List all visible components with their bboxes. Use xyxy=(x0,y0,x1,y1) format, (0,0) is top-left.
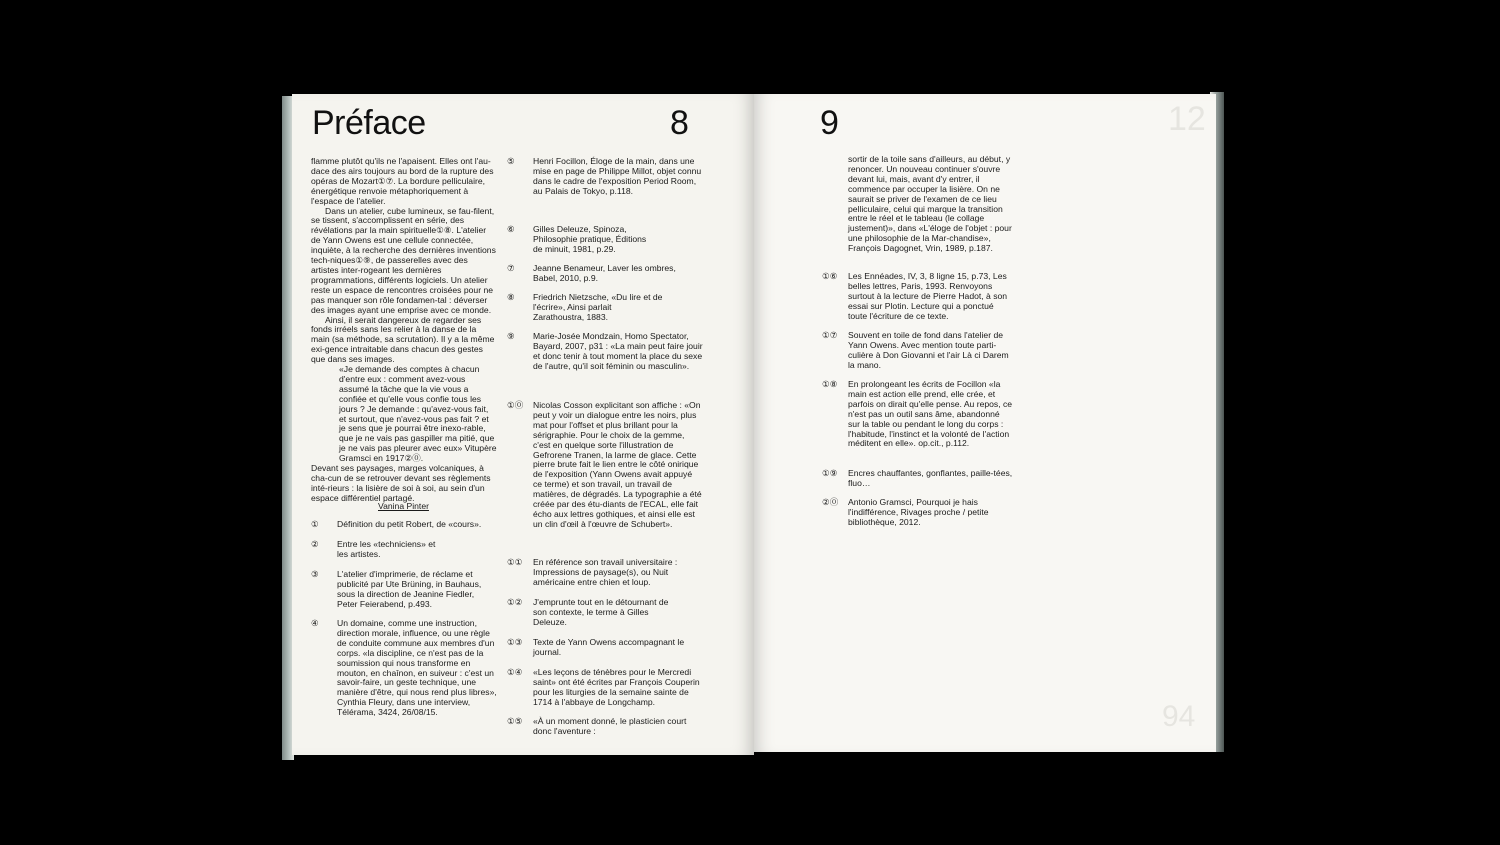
footnote xyxy=(311,619,497,749)
paragraph: Devant ses paysages, marges volcaniques, à cha-cun de se retrouver devant ses règlements inté-rieurs : la lisière de soi à soi, au sein d'un espace différentiel partagé. xyxy=(311,463,491,503)
footnote-number: ①② xyxy=(507,597,523,607)
footnote xyxy=(507,598,707,638)
footnote-text: Entre les «techniciens» et les artistes. xyxy=(337,539,436,559)
footnote-text: sortir de la toile sans d'ailleurs, au début, y renoncer. Un nouveau continuer s'ouvre devant lui, mais, avant d'y entrer, il commence par occuper la lisière. On ne saurait se priver de l'examen de ce lieu pelliculaire, celui qui marque la transition entre le réel et le tableau (le collage justement)», dans «L'éloge de l'objet : pour une philosophie de la Mar-chandise», François Dagognet, Vrin, 1989, p.187. xyxy=(848,154,1012,254)
author-signature: Vanina Pinter xyxy=(378,501,429,511)
footnote xyxy=(507,558,707,598)
footnote-number: ⑤ xyxy=(507,156,515,166)
footnote-number: ①⑥ xyxy=(822,271,838,281)
footnote xyxy=(507,668,707,718)
footnote-number: ⑧ xyxy=(507,292,515,302)
footnote xyxy=(311,540,497,570)
footnote-text: Encres chauffantes, gonflantes, paille-tées, fluo… xyxy=(848,468,1013,488)
footnote xyxy=(507,293,707,333)
footnote xyxy=(822,469,1017,494)
footnote-text: Antonio Gramsci, Pourquoi je hais l'indifférence, Rivages proche / petite bibliothèque, 2012. xyxy=(848,497,989,527)
footnote xyxy=(507,264,707,294)
page-title: Préface xyxy=(312,104,426,142)
footnote-number: ② xyxy=(311,539,319,549)
footnote-text: Nicolas Cosson explicitant son affiche : «On peut y voir un dialogue entre les noirs, plus mat pour l'offset et plus brillant pour la sérigraphie. Pour le choix de la gemme, c'est en quelque sorte l'illustration de Gefrorene Tranen, la larme de glace. Cette pierre brute fait le lien entre le côté onirique de l'exposition (Yann Owens avait appuyé ce terme) et son travail, un travail de matières, de dégradés. La typographie a été créée par des étu-diants de l'ECAL, elle fait écho aux lettres gothiques, et ainsi elle est un clin d'œil à l'œuvre de Schubert». xyxy=(533,400,702,529)
footnote-number: ①⑧ xyxy=(822,379,838,389)
page-number-left: 8 xyxy=(670,104,689,142)
paragraph: flamme plutôt qu'ils ne l'apaisent. Elles ont l'au-dace des airs toujours au bord de la rupture des opéras de Mozart①⑦. La bordure pelliculaire, énergétique renvoie métaphoriquement à l'espace de l'atelier. xyxy=(311,156,494,206)
footnote-text: Gilles Deleuze, Spinoza, Philosophie pratique, Éditions de minuit, 1981, p.29. xyxy=(533,224,647,254)
footnote-text: Marie-Josée Mondzain, Homo Spectator, Bayard, 2007, p31 : «La main peut faire jouir et donc tenir à tout moment la place du sexe de l'autre, qu'il soit féminin ou masculin». xyxy=(533,331,703,371)
footnote-continued xyxy=(822,155,1017,265)
footnote-text: Friedrich Nietzsche, «Du lire et de l'écrire», Ainsi parlait Zarathoustra, 1883. xyxy=(533,292,663,322)
footnote xyxy=(507,401,707,556)
footnote-number: ⑨ xyxy=(507,331,515,341)
footnote xyxy=(311,520,497,540)
footnote-text: Les Ennéades, IV, 3, 8 ligne 15, p.73, Les belles lettres, Paris, 1993. Renvoyons surtout à la lecture de Pierre Hadot, à son essai sur Plotin. Lecture qui a ponctué toute l'écriture de ce texte. xyxy=(848,271,1008,321)
footnote-text: «Les leçons de ténèbres pour le Mercredi saint» ont été écrites par François Couperin pour les liturgies de la semaine sainte de 1714 à l'abbaye de Longchamp. xyxy=(533,667,700,707)
page-number-right: 9 xyxy=(820,104,839,142)
footnote-number: ③ xyxy=(311,569,319,579)
footnote-number: ①⑨ xyxy=(822,468,838,478)
quote: «Je demande des comptes à chacun d'entre eux : comment avez-vous assumé la tâche que la vie vous a confiée et qu'elle vous confie tous les jours ? Je demande : qu'avez-vous fait, et surtout, que n'avez-vous pas fait ? et je sens que je pourrai être inexo-rable, que je ne vais pas gaspiller ma pitié, que je ne vais pas pleurer avec eux» Vitupère Gramsci en 1917②⓪. xyxy=(339,364,497,464)
show-through-mark: 94 xyxy=(1162,700,1196,733)
footnote-text: Souvent en toile de fond dans l'atelier de Yann Owens. Avec mention toute parti-culière à Don Giovanni et l'air Là ci Darem la mano. xyxy=(848,330,1009,370)
body-text xyxy=(311,157,497,504)
footnote-number: ①⑤ xyxy=(507,716,523,726)
footnote-text: Définition du petit Robert, de «cours». xyxy=(337,519,482,529)
footnote xyxy=(507,717,707,741)
footnote-text: J'emprunte tout en le détournant de son contexte, le terme à Gilles Deleuze. xyxy=(533,597,669,627)
footnote xyxy=(507,157,707,227)
footnote xyxy=(822,380,1017,465)
footnote-number: ⑥ xyxy=(507,224,515,234)
footnote-text: En prolongeant les écrits de Focillon «la main est action elle prend, elle crée, et parfois on dirait qu'elle pense. Au repos, ce n'est pas un outil sans âme, abandonné sur la table ou pendant le long du corps : l'habitude, l'instinct et la volonté de l'action méditent en elle». op.cit., p.112. xyxy=(848,379,1013,449)
footnote-text: «À un moment donné, le plasticien court donc l'aventure : xyxy=(533,716,687,736)
footnote-number: ①④ xyxy=(507,667,523,677)
footnote xyxy=(311,570,497,620)
footnote-text: Un domaine, comme une instruction, direction morale, influence, ou une règle de conduite commune aux membres d'un corps. «la discipline, ce n'est pas de la soumission qui nous transforme en mouton, en chaînon, en suiveur : c'est un savoir-faire, un geste technique, une manière d'être, qui nous rend plus libres», Cynthia Fleury, dans une interview, Télérama, 3424, 26/08/15. xyxy=(337,618,497,718)
footnote-text: Jeanne Benameur, Laver les ombres, Babel, 2010, p.9. xyxy=(533,263,676,283)
footnote xyxy=(507,225,707,265)
paragraph: Ainsi, il serait dangereux de regarder ses fonds irréels sans les relier à la danse de la main (sa méthode, sa scrutation). Il y a la même exi-gence intraitable dans chacun des gestes que dans ses images. xyxy=(311,314,495,365)
footnote xyxy=(822,331,1017,376)
footnote xyxy=(822,272,1017,327)
footnote-number: ①① xyxy=(507,557,523,567)
footnote-text: En référence son travail universitaire : Impressions de paysage(s), ou Nuit américaine entre chien et loup. xyxy=(533,557,678,587)
paragraph: Dans un atelier, cube lumineux, se fau-filent, se tissent, s'accomplissent en série, des révélations par la main spirituelle①⑧. L'atelier de Yann Owens est une cellule connectée, inquiète, à la recherche des dernières inventions tech-niques①⑨, de passerelles avec des artistes inter-rogeant les dernières programmations, différents logiciels. Un atelier reste un espace de rencontres croisées pour ne pas manquer son rôle fondamen-tal : déverser des images ayant une emprise avec ce monde. xyxy=(311,205,496,315)
footnote-number: ②⓪ xyxy=(822,497,839,507)
footnote-number: ④ xyxy=(311,618,319,628)
footnote-number: ①⑦ xyxy=(822,330,838,340)
footnote xyxy=(822,498,1017,533)
footnote xyxy=(507,332,707,402)
footnote-number: ⑦ xyxy=(507,263,515,273)
footnote-text: L'atelier d'imprimerie, de réclame et publicité par Ute Brüning, in Bauhaus, sous la direction de Jeanine Fiedler, Peter Feierabend, p.493. xyxy=(337,569,482,609)
footnote-text: Henri Focillon, Éloge de la main, dans une mise en page de Philippe Millot, objet connu dans le cadre de l'exposition Period Room, au Palais de Tokyo, p.118. xyxy=(533,156,702,196)
footnote-number: ①③ xyxy=(507,637,523,647)
show-through-mark: 12 xyxy=(1168,100,1206,138)
footnote-number: ① xyxy=(311,519,319,529)
footnote-number: ①⓪ xyxy=(507,400,524,410)
footnote-text: Texte de Yann Owens accompagnant le journal. xyxy=(533,637,685,657)
footnote xyxy=(507,638,707,668)
